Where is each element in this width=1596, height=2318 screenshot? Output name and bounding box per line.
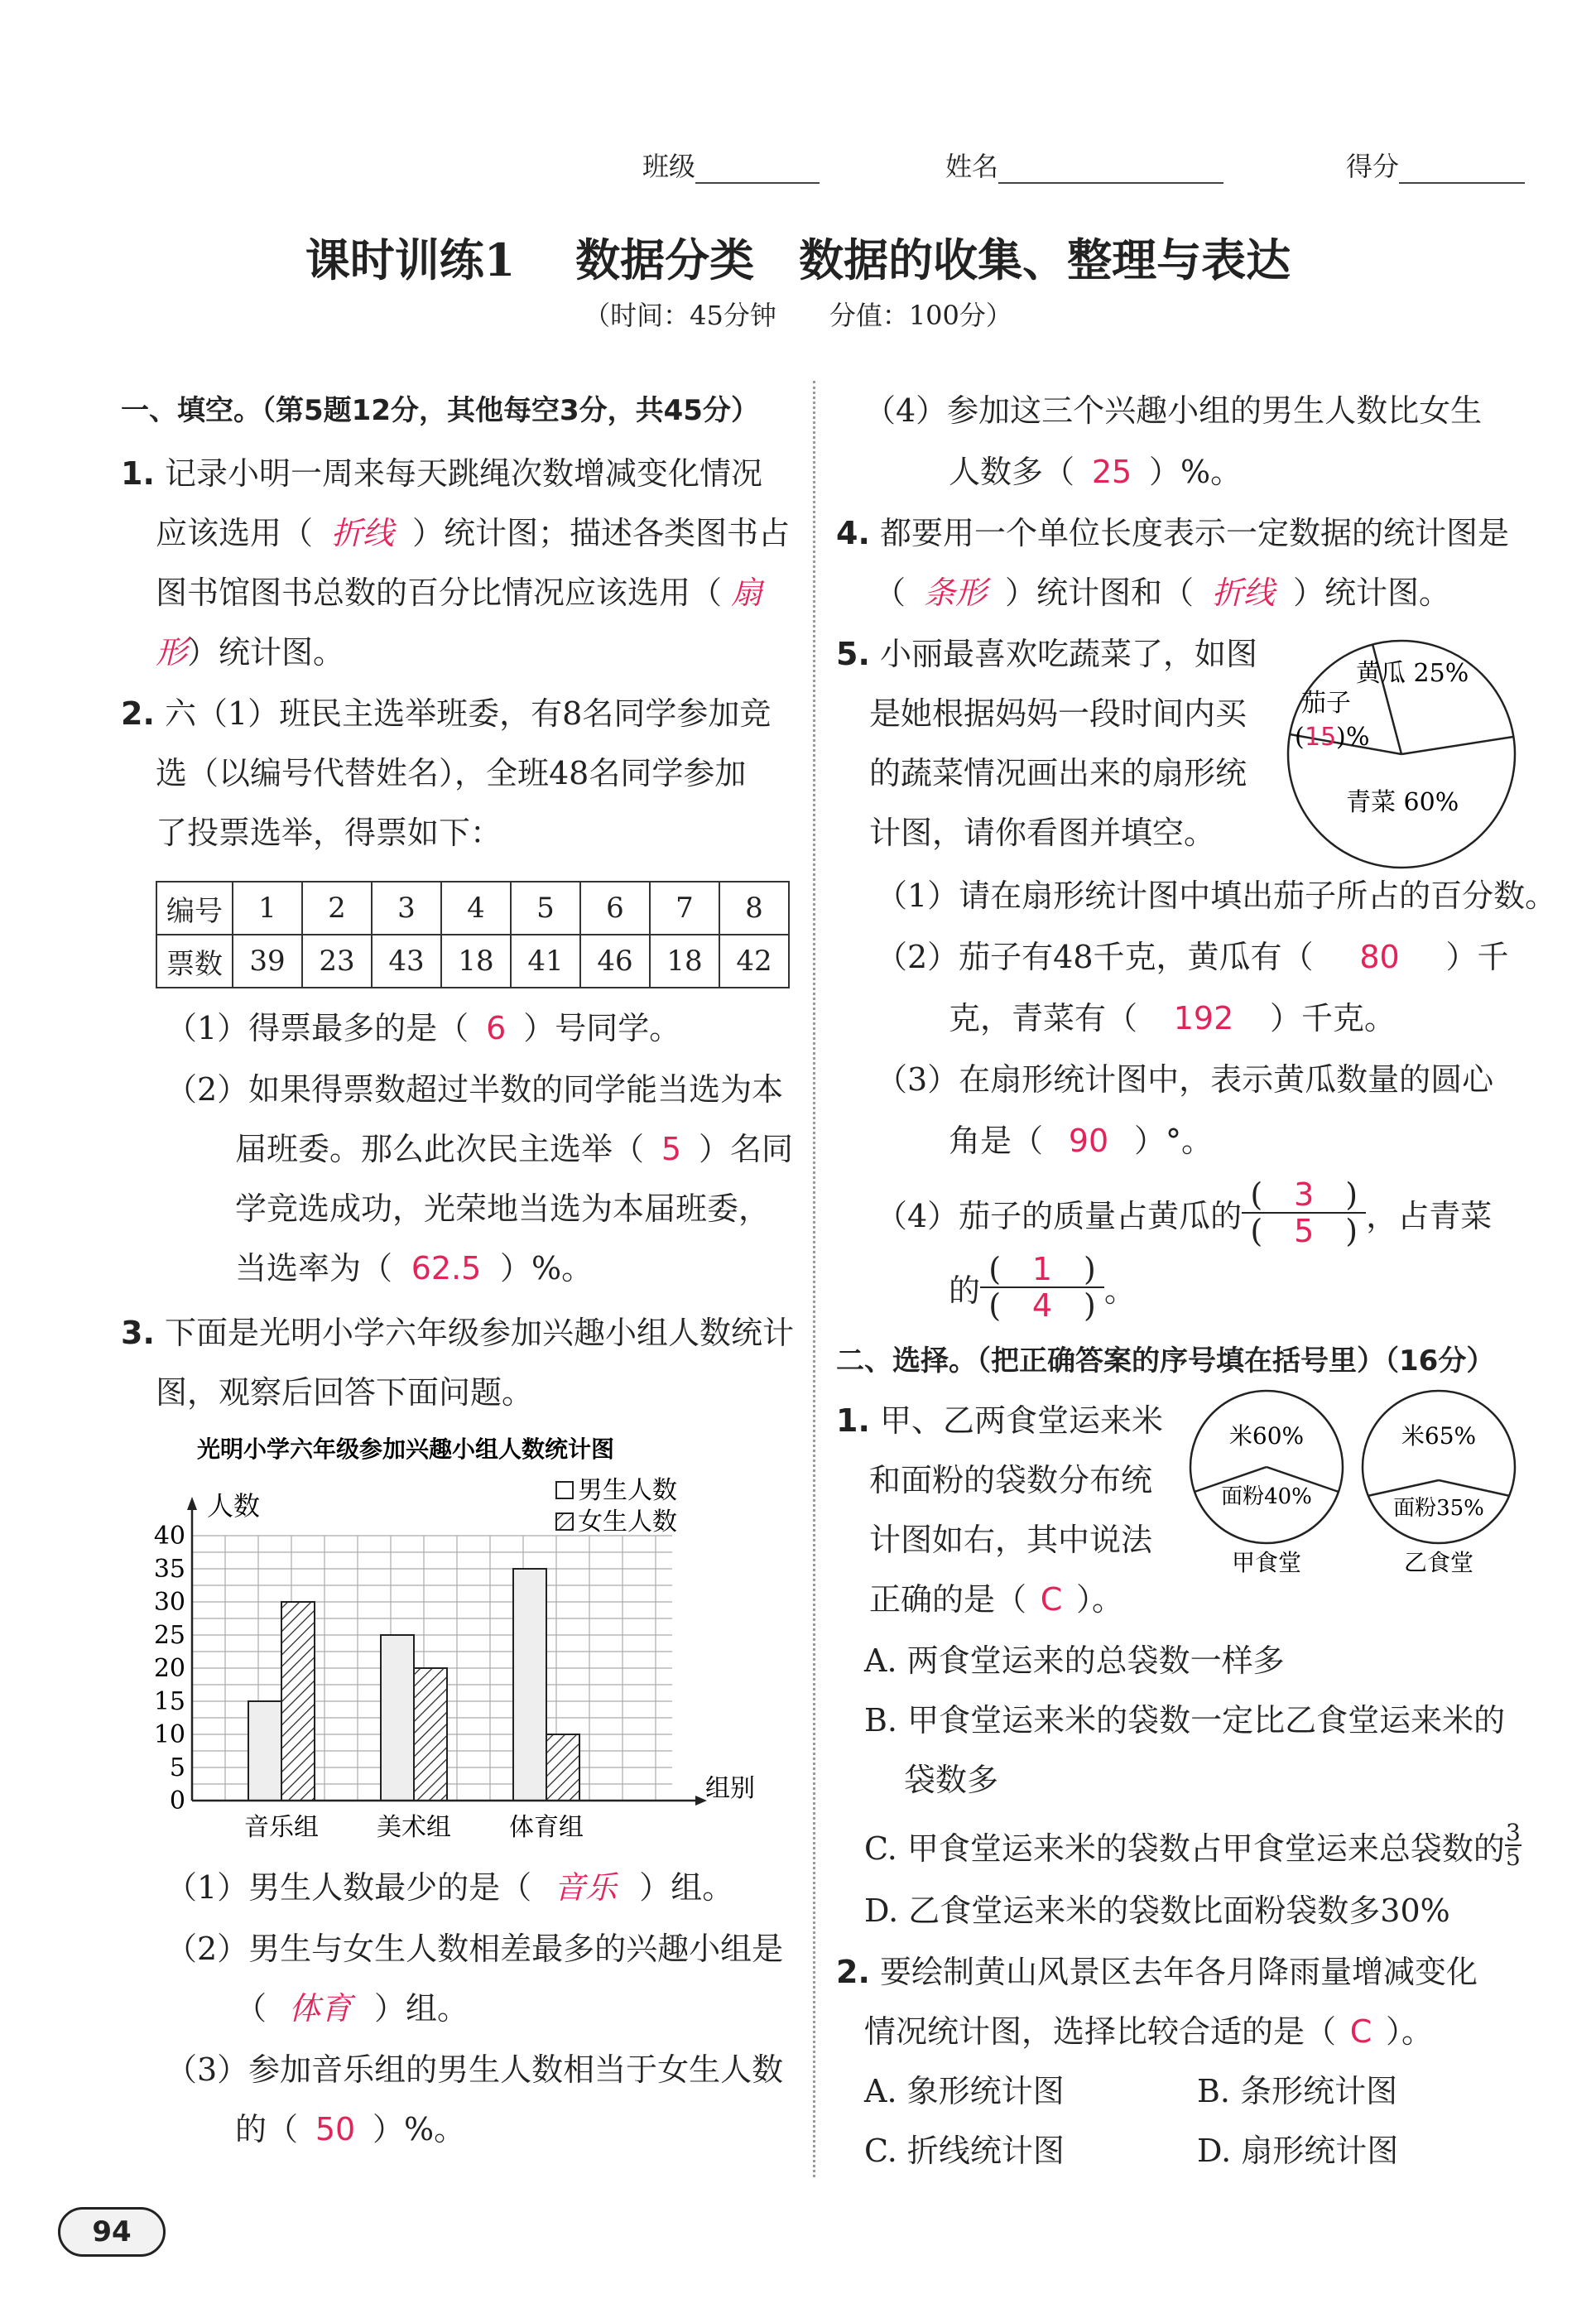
option-c-fraction: 3 5 [1505, 1819, 1521, 1871]
y-tick-label: 15 [153, 1687, 185, 1716]
s2q1-option-d: D. 乙食堂运来米的袋数比面粉袋数多30% [864, 1892, 1450, 1929]
svg-text:): ) [1336, 723, 1346, 752]
s2q1-option-b-line1: B. 甲食堂运来米的袋数一定比乙食堂运来米的 [864, 1702, 1506, 1738]
svg-text:(: ( [1295, 723, 1305, 752]
q1-answer2b: 形 [156, 634, 188, 671]
table-cell: 46 [580, 935, 650, 988]
name-label: 姓名 [945, 146, 1223, 184]
q4-answer1: 条形 [924, 575, 988, 611]
chart-xlabels [244, 1813, 584, 1842]
chart-bars [248, 1569, 579, 1801]
bar-male [248, 1701, 281, 1801]
q5-sub1: （1）请在扇形统计图中填出茄子所占的百分数。 [876, 878, 1557, 914]
legend-swatch-male [556, 1482, 573, 1498]
s2q2-line1: 2. 要绘制黄山风景区去年各月降雨量增减变化 [836, 1954, 1478, 1990]
q1-line3: 图书馆图书总数的百分比情况应该选用（ 扇 [156, 563, 772, 623]
section1-heading: 一、填空。（第5题12分，其他每空3分，共45分） [121, 394, 759, 427]
q3-sub3-answer: 50 [315, 2111, 356, 2147]
q5-sub2-line1: （2）茄子有48千克，黄瓜有（ 80 ）千 [876, 927, 1509, 987]
y-axis-arrow [187, 1497, 197, 1510]
x-tick-label: 体育组 [509, 1813, 584, 1842]
q5-sub4-fraction1: $\frac{( 3 )}{( 5 )}$ [1242, 1177, 1366, 1248]
q3-sub2-answer: 体育 [289, 1990, 353, 2027]
q2-sub1-answer: 6 [486, 1010, 507, 1046]
s2q2-line2: 情况统计图，选择比较合适的是（ C ）。 [864, 2002, 1433, 2061]
table-cell: 42 [719, 935, 789, 988]
q2-sub1: （1）得票最多的是（ 6 ）号同学。 [166, 998, 680, 1058]
table-cell: 43 [372, 935, 441, 988]
q5-line1: 5. 小丽最喜欢吃蔬菜了，如图 [836, 636, 1257, 672]
q3-sub1-answer: 音乐 [554, 1869, 618, 1906]
q5-sub4-fraction2: $\frac{( 1 )}{( 4 )}$ [980, 1252, 1104, 1323]
bar-female [281, 1602, 315, 1801]
pie-b-rice: 米65% [1401, 1422, 1477, 1450]
pie-canteen-b [1363, 1391, 1515, 1576]
s2q1-line4: 正确的是（ C ）。 [869, 1570, 1123, 1629]
vote-table [156, 881, 790, 988]
q5-line3: 的蔬菜情况画出来的扇形统 [869, 755, 1247, 791]
q3-line1: 3. 下面是光明小学六年级参加兴趣小组人数统计 [121, 1315, 794, 1351]
q3-sub2-line1: （2）男生与女生人数相差最多的兴趣小组是 [166, 1931, 784, 1967]
pie-canteen-a [1190, 1391, 1343, 1576]
pie-divider [1401, 737, 1513, 754]
pie-eggplant-pct: % [1346, 723, 1370, 752]
table-cell: 23 [302, 935, 372, 988]
q4-answer2: 折线 [1212, 575, 1276, 611]
q5-sub2-answer: 80 [1359, 939, 1400, 975]
pie-eggplant-label: 茄子 [1301, 689, 1351, 718]
q3-line2: 图，观察后回答下面问题。 [156, 1374, 534, 1411]
table-header: 编号 [156, 882, 233, 935]
q3-sub3-line1: （3）参加音乐组的男生人数相当于女生人数 [166, 2051, 784, 2088]
pie-cucumber: 黄瓜 25% [1356, 659, 1469, 688]
class-label: 班级 [642, 146, 820, 184]
page-number: 94 [58, 2207, 166, 2257]
q5-sub3-answer: 90 [1068, 1123, 1109, 1159]
y-tick-label: 5 [169, 1753, 185, 1782]
q5-line2: 是她根据妈妈一段时间内买 [869, 695, 1247, 732]
table-cell: 6 [580, 882, 650, 935]
q4-line1: 4. 都要用一个单位长度表示一定数据的统计图是 [836, 515, 1509, 551]
s2q2-option-b: B. 条形统计图 [1197, 2073, 1398, 2109]
table-cell: 18 [650, 935, 719, 988]
table-cell: 2 [302, 882, 372, 935]
legend-male: 男生人数 [578, 1476, 677, 1505]
q1-line1: 1. 记录小明一周来每天跳绳次数增减变化情况 [121, 455, 762, 492]
y-tick-label: 20 [153, 1654, 185, 1683]
q3-sub4-line2: 人数多（ 25 ）%。 [949, 442, 1242, 502]
table-cell: 5 [511, 882, 580, 935]
y-tick-label: 35 [153, 1555, 185, 1584]
q2-sub2-line2: 届班委。那么此次民主选举（ 5 ）名同 [235, 1119, 793, 1179]
page-title: 课时训练1 数据分类 数据的收集、整理与表达 [305, 233, 1291, 286]
q2-line1: 2. 六（1）班民主选举班委，有8名同学参加竞 [121, 695, 772, 732]
q1-line2: 应该选用（ 折线 ）统计图；描述各类图书占 [156, 503, 790, 563]
q5-sub2-line2: 克，青菜有（ 192 ）千克。 [949, 988, 1396, 1048]
y-tick-label: 25 [153, 1621, 185, 1650]
score-label: 得分 [1346, 146, 1525, 184]
table-cell: 3 [372, 882, 441, 935]
s2q2-option-a: A. 象形统计图 [864, 2073, 1065, 2109]
q2-sub2-line1: （2）如果得票数超过半数的同学能当选为本 [166, 1071, 784, 1108]
section2-heading: 二、选择。（把正确答案的序号填在括号里）（16分） [836, 1344, 1495, 1378]
page-subtitle: （时间：45分钟 分值：100分） [584, 300, 1012, 331]
table-cell: 8 [719, 882, 789, 935]
q2-sub2-answer: 5 [661, 1131, 682, 1167]
s2q2-option-c: C. 折线统计图 [864, 2133, 1065, 2169]
s2q1-line3: 计图如右，其中说法 [869, 1522, 1153, 1558]
q2-sub2-line3: 学竞选成功，光荣地当选为本届班委， [235, 1190, 771, 1227]
q3-sub4-answer: 25 [1091, 454, 1132, 490]
q2-line2: 选（以编号代替姓名），全班48名同学参加 [156, 755, 747, 791]
pie-greens: 青菜 60% [1346, 788, 1459, 817]
q5-sub4-line2: 的 $\frac{( 1 )}{( 4 )}$ 。 [949, 1251, 1137, 1324]
legend-female: 女生人数 [578, 1508, 677, 1537]
table-cell: 41 [511, 935, 580, 988]
chart-title: 光明小学六年级参加兴趣小组人数统计图 [196, 1436, 615, 1463]
q2-sub2-line4: 当选率为（ 62.5 ）%。 [235, 1238, 593, 1298]
s2q1-option-c: C. 甲食堂运来米的袋数占甲食堂运来总袋数的 3 5 [864, 1819, 1521, 1871]
q5-sub3-line2: 角是（ 90 ）°。 [949, 1111, 1213, 1171]
s2q2-option-d: D. 扇形统计图 [1197, 2133, 1399, 2169]
q1-answer2a: 扇 [731, 575, 763, 611]
q4-line2: （ 条形 ）统计图和（ 折线 ）统计图。 [874, 563, 1450, 623]
y-tick-label: 40 [153, 1522, 185, 1551]
s2q2-answer: C [1349, 2013, 1372, 2050]
q5-line4: 计图，请你看图并填空。 [869, 815, 1216, 851]
bar-male [381, 1635, 414, 1801]
legend-swatch-female [556, 1513, 573, 1530]
bar-male [513, 1569, 546, 1801]
bar-female [414, 1668, 447, 1801]
table-cell: 1 [233, 882, 302, 935]
canteen-pie-charts [1175, 1384, 1523, 1583]
q5-sub3-line1: （3）在扇形统计图中，表示黄瓜数量的圆心 [876, 1061, 1494, 1098]
y-tick-label: 0 [169, 1787, 185, 1815]
x-tick-label: 音乐组 [244, 1813, 319, 1842]
s2q1-answer: C [1040, 1581, 1063, 1618]
s2q1-line1: 1. 甲、乙两食堂运来米 [836, 1402, 1163, 1439]
table-cell: 4 [441, 882, 511, 935]
y-axis-label: 人数 [207, 1490, 261, 1522]
q1-answer1: 折线 [331, 515, 395, 551]
x-axis-label: 组别 [705, 1774, 755, 1803]
pie-a-rice: 米60% [1228, 1422, 1305, 1450]
q2-sub2-answer2: 62.5 [411, 1250, 482, 1286]
bar-chart [149, 1424, 755, 1854]
table-cell: 18 [441, 935, 511, 988]
table-cell: 7 [650, 882, 719, 935]
y-tick-label: 10 [153, 1720, 185, 1749]
pie-eggplant-answer: 15 [1305, 723, 1337, 752]
y-tick-label: 30 [153, 1588, 185, 1617]
chart-yticks [154, 1522, 185, 1815]
q3-sub4-line1: （4）参加这三个兴趣小组的男生人数比女生 [864, 392, 1483, 429]
pie-b-name: 乙食堂 [1403, 1549, 1474, 1576]
vegetable-pie-chart [1281, 634, 1521, 874]
s2q1-option-b-line2: 袋数多 [904, 1762, 999, 1798]
s2q1-option-a: A. 两食堂运来的总袋数一样多 [864, 1642, 1285, 1679]
q1-line4: 形）统计图。 [156, 634, 345, 671]
q5-sub2-answer2: 192 [1173, 1000, 1234, 1036]
x-tick-label: 美术组 [377, 1813, 451, 1842]
q3-sub2-line2: （ 体育 ）组。 [235, 1979, 469, 2038]
pie-b-flour: 面粉35% [1393, 1496, 1484, 1521]
bar-female [546, 1734, 579, 1801]
q2-line3: 了投票选举，得票如下： [156, 815, 502, 851]
s2q1-line2: 和面粉的袋数分布统 [869, 1462, 1153, 1498]
table-header: 票数 [156, 935, 233, 988]
pie-a-flour: 面粉40% [1221, 1484, 1312, 1509]
q5-sub4-line1: （4）茄子的质量占黄瓜的 $\frac{( 3 )}{( 5 )}$ ，占青菜 [876, 1176, 1493, 1249]
column-divider [813, 381, 815, 2177]
q3-sub3-line2: 的（ 50 ）%。 [235, 2099, 465, 2159]
table-row [156, 882, 789, 935]
table-row [156, 935, 789, 988]
pie-a-name: 甲食堂 [1231, 1549, 1302, 1576]
q3-sub1: （1）男生人数最少的是（ 音乐 ）组。 [166, 1858, 733, 1917]
table-cell: 39 [233, 935, 302, 988]
